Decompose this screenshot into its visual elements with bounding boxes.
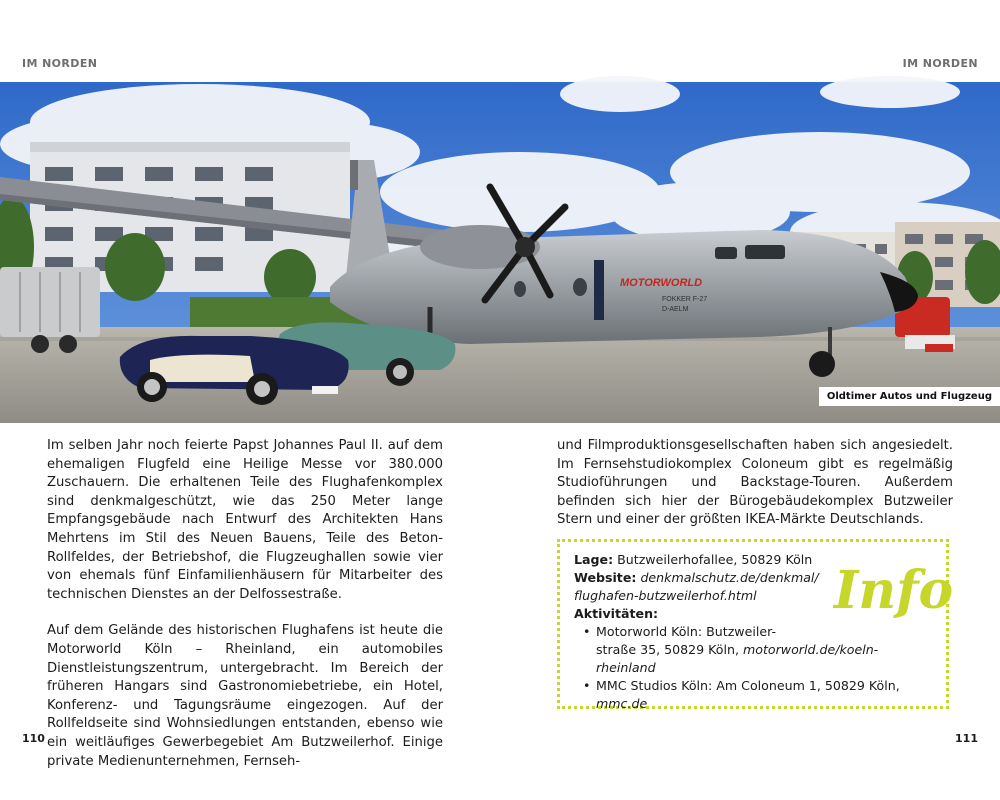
activity-name: MMC Studios Köln: Am Coloneum 1, 50829 Köln, [596,678,900,693]
info-website-link[interactable]: denkmalschutz.de/denkmal/ [640,570,819,585]
activity-address: straße 35, 50829 Köln, [596,642,743,657]
left-column-text [47,437,443,789]
paragraph: und Filmproduktionsgesellschaften haben sich angesiedelt. Im Fernsehstudiokomplex Coloneum gibt es regelmäßig Studioführungen und Backstage-Touren. Außerdem befinden sich hier der Bürogebäudekomplex Butzweiler Stern und einer der größten IKEA-Märkte Deutschlands. [557,438,953,528]
activity-link[interactable]: mmc.de [596,696,648,711]
info-word-text: Info [834,560,954,621]
page-number-right: 111 [955,732,978,745]
plane-brand-lettering: MOTORWORLD [620,277,703,289]
running-head-right: IM NORDEN [902,57,978,70]
list-item [574,623,932,677]
info-activities-list [574,623,932,713]
right-column-text [557,437,953,548]
info-location-value: Butzweilerhofallee, 50829 Köln [613,552,813,567]
page-number-left: 110 [22,732,45,745]
photo-caption: Oldtimer Autos und Flugzeug [819,387,1000,406]
paragraph: Im selben Jahr noch feierte Papst Johannes Paul II. auf dem ehemaligen Flugfeld eine Heilige Messe vor 380.000 Zuschauern. Die erhaltenen Teile des Flughafenkomplex sind denkmalgeschützt, wie das 250 Meter lange Empfangsgebäude nach Entwurf des Architekten Hans Mehrtens im Stil des Neuen Bauens, Teile des Beton-Rollfeldes, der Betriebshof, die Flugzeughallen sowie vier von ehemals fünf Einfamilienhäusern für Mitarbeiter des technischen Dienstes an der Delfossestraße. [47,438,443,602]
plane-registration-lettering: D-AELM [662,306,689,313]
plane-model-lettering: FOKKER F-27 [662,296,708,303]
info-word-mark [830,548,954,628]
info-website-label: Website: [574,570,637,585]
info-activities-label: Aktivitäten: [574,606,659,621]
info-location-label: Lage: [574,552,614,567]
activity-link[interactable]: motorworld.de/koeln-rheinland [596,642,879,675]
paragraph: Auf dem Gelände des historischen Flughafens ist heute die Motorworld Köln – Rheinland, ein automobiles Dienstleistungszentrum, untergebracht. Im Bereich der früheren Hangars sind Gastronomiebetriebe, ein Hotel, Konferenz- und Tagungsräume eingezogen. Auf der Rollfeldseite sind Wohnsiedlungen entstanden, ebenso wie ein weitläufiges Gewerbegebiet Am Butzweilerhof. Einige private Medienunternehmen, Fernseh- [47,623,443,769]
list-item [574,677,932,713]
photo-plane-and-cars [0,82,1000,423]
info-website-link-cont[interactable]: flughafen-butzweilerhof.html [574,588,757,603]
running-head-left: IM NORDEN [22,57,98,70]
activity-name: Motorworld Köln: Butzweiler- [596,624,777,639]
